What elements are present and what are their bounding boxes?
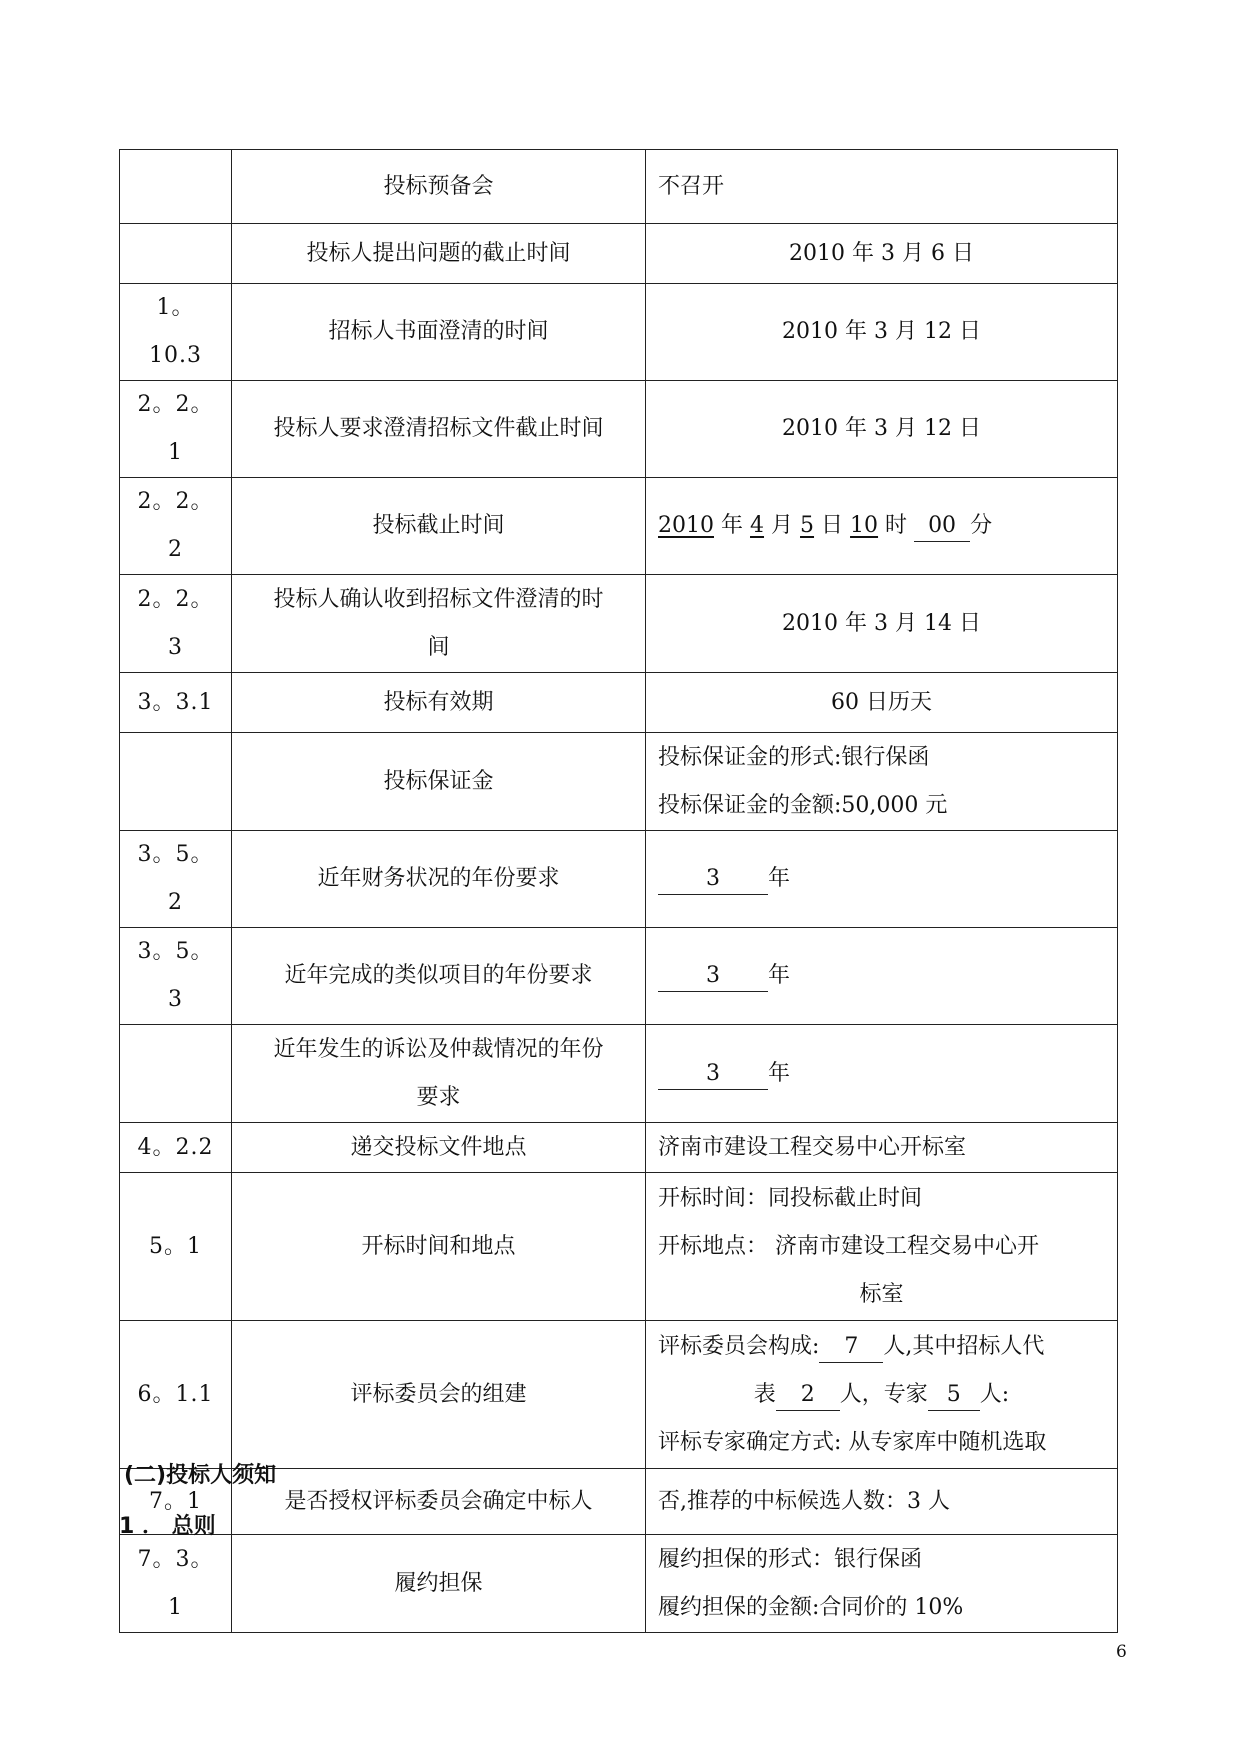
clause-value: 60 日历天 bbox=[646, 673, 1118, 733]
clause-value: 不召开 bbox=[646, 150, 1118, 224]
deadline-day: 5 bbox=[800, 513, 815, 538]
clause-value bbox=[646, 1025, 1118, 1123]
page-number: 6 bbox=[1116, 1642, 1127, 1662]
value-line: 投标保证金的形式:银行保函 bbox=[658, 744, 930, 770]
month-unit: 月 bbox=[771, 513, 794, 538]
clause-name: 递交投标文件地点 bbox=[232, 1123, 646, 1173]
subsection-heading: 1 ． 总则 bbox=[119, 1514, 216, 1539]
minute-unit: 分 bbox=[970, 513, 993, 538]
table-row bbox=[120, 1025, 1118, 1123]
clause-name: 投标截止时间 bbox=[232, 478, 646, 575]
table-row bbox=[120, 478, 1118, 575]
clause-number bbox=[120, 1025, 232, 1123]
clause-value: 2010 年 3 月 6 日 bbox=[646, 224, 1118, 284]
table-row bbox=[120, 284, 1118, 381]
clause-name: 近年财务状况的年份要求 bbox=[232, 831, 646, 928]
value-line: 履约担保的金额:合同价的 10% bbox=[658, 1594, 964, 1620]
clause-name: 投标人提出问题的截止时间 bbox=[232, 224, 646, 284]
clause-name: 开标时间和地点 bbox=[232, 1173, 646, 1321]
clause-name: 评标委员会的组建 bbox=[232, 1321, 646, 1469]
clause-number bbox=[120, 224, 232, 284]
clause-number: 3。5。3 bbox=[120, 928, 232, 1025]
clause-name: 投标保证金 bbox=[232, 733, 646, 831]
clause-name: 投标人要求澄清招标文件截止时间 bbox=[232, 381, 646, 478]
clause-number: 3。5。2 bbox=[120, 831, 232, 928]
table-row bbox=[120, 381, 1118, 478]
clause-name: 投标有效期 bbox=[232, 673, 646, 733]
clause-number bbox=[120, 150, 232, 224]
value-line: 开标时间：同投标截止时间 bbox=[658, 1185, 923, 1211]
clause-value bbox=[646, 928, 1118, 1025]
committee-suffix: 人: bbox=[979, 1381, 1010, 1407]
day-unit: 日 bbox=[821, 513, 844, 538]
clause-number: 7。1 bbox=[120, 1469, 232, 1535]
committee-mid: 人,其中招标人代 bbox=[883, 1333, 1045, 1359]
clause-name-line: 投标人确认收到招标文件澄清的时 bbox=[273, 586, 604, 612]
year-unit: 年 bbox=[768, 866, 791, 891]
clause-number: 2。2。3 bbox=[120, 575, 232, 673]
value-line: 投标保证金的金额:50,000 元 bbox=[658, 792, 948, 818]
table-row bbox=[120, 1123, 1118, 1173]
table-row bbox=[120, 733, 1118, 831]
value-line: 评标专家确定方式: 从专家库中随机选取 bbox=[658, 1429, 1047, 1455]
clause-number: 1。10.3 bbox=[120, 284, 232, 381]
table-row bbox=[120, 150, 1118, 224]
clause-number: 2。2。2 bbox=[120, 478, 232, 575]
committee-experts-blank: 5 bbox=[928, 1380, 980, 1411]
clause-value: 否,推荐的中标候选人数：3 人 bbox=[646, 1469, 1118, 1535]
committee-prefix: 评标委员会构成: bbox=[658, 1333, 820, 1359]
year-count-blank: 3 bbox=[658, 1059, 768, 1090]
section-heading: (二)投标人须知 bbox=[124, 1463, 277, 1488]
clause-number: 4。2.2 bbox=[120, 1123, 232, 1173]
deadline-year: 2010 bbox=[658, 513, 714, 538]
clause-name: 招标人书面澄清的时间 bbox=[232, 284, 646, 381]
table-row bbox=[120, 1535, 1118, 1633]
clause-name: 履约担保 bbox=[232, 1535, 646, 1633]
clause-name bbox=[232, 1025, 646, 1123]
committee-rep-mid: 人，专家 bbox=[839, 1381, 928, 1407]
clause-value bbox=[646, 831, 1118, 928]
clause-name-line: 要求 bbox=[416, 1084, 461, 1110]
value-line: 开标地点： 济南市建设工程交易中心开 bbox=[658, 1233, 1039, 1259]
clause-number: 2。2。1 bbox=[120, 381, 232, 478]
clause-name: 投标预备会 bbox=[232, 150, 646, 224]
table-row bbox=[120, 831, 1118, 928]
deadline-month: 4 bbox=[750, 513, 765, 538]
clause-number: 3。3.1 bbox=[120, 673, 232, 733]
hour-unit: 时 bbox=[885, 513, 908, 538]
clause-value bbox=[646, 1173, 1118, 1321]
deadline-minute: 00 bbox=[914, 511, 970, 542]
clause-name bbox=[232, 575, 646, 673]
year-count-blank: 3 bbox=[658, 961, 768, 992]
table-row bbox=[120, 224, 1118, 284]
clause-number bbox=[120, 733, 232, 831]
value-line bbox=[658, 1323, 1105, 1371]
value-line: 履约担保的形式：银行保函 bbox=[658, 1546, 923, 1572]
clause-value: 2010 年 3 月 12 日 bbox=[646, 381, 1118, 478]
year-unit: 年 bbox=[721, 513, 744, 538]
year-count-blank: 3 bbox=[658, 864, 768, 895]
clause-table bbox=[119, 149, 1118, 1633]
table-row bbox=[120, 1173, 1118, 1321]
clause-value bbox=[646, 1535, 1118, 1633]
table-row bbox=[120, 673, 1118, 733]
clause-number: 5。1 bbox=[120, 1173, 232, 1321]
clause-value: 2010 年 3 月 12 日 bbox=[646, 284, 1118, 381]
table-row bbox=[120, 575, 1118, 673]
committee-value bbox=[646, 1321, 1118, 1469]
table-row bbox=[120, 928, 1118, 1025]
committee-reps-blank: 2 bbox=[776, 1380, 840, 1411]
clause-name: 近年完成的类似项目的年份要求 bbox=[232, 928, 646, 1025]
committee-total-blank: 7 bbox=[819, 1332, 883, 1363]
clause-number: 6。1.1 bbox=[120, 1321, 232, 1469]
clause-value bbox=[646, 733, 1118, 831]
year-unit: 年 bbox=[768, 963, 791, 988]
clause-value: 2010 年 3 月 14 日 bbox=[646, 575, 1118, 673]
clause-name: 是否授权评标委员会确定中标人 bbox=[232, 1469, 646, 1535]
clause-value: 济南市建设工程交易中心开标室 bbox=[646, 1123, 1118, 1173]
deadline-value bbox=[646, 478, 1118, 575]
clause-name-line: 间 bbox=[427, 634, 450, 660]
deadline-hour: 10 bbox=[850, 513, 879, 538]
value-line bbox=[658, 1371, 1105, 1419]
table-row bbox=[120, 1321, 1118, 1469]
committee-rep-prefix: 表 bbox=[753, 1381, 776, 1407]
clause-number: 7。3。1 bbox=[120, 1535, 232, 1633]
clause-name-line: 近年发生的诉讼及仲裁情况的年份 bbox=[273, 1036, 604, 1062]
value-line: 标室 bbox=[859, 1281, 904, 1307]
year-unit: 年 bbox=[768, 1060, 791, 1086]
